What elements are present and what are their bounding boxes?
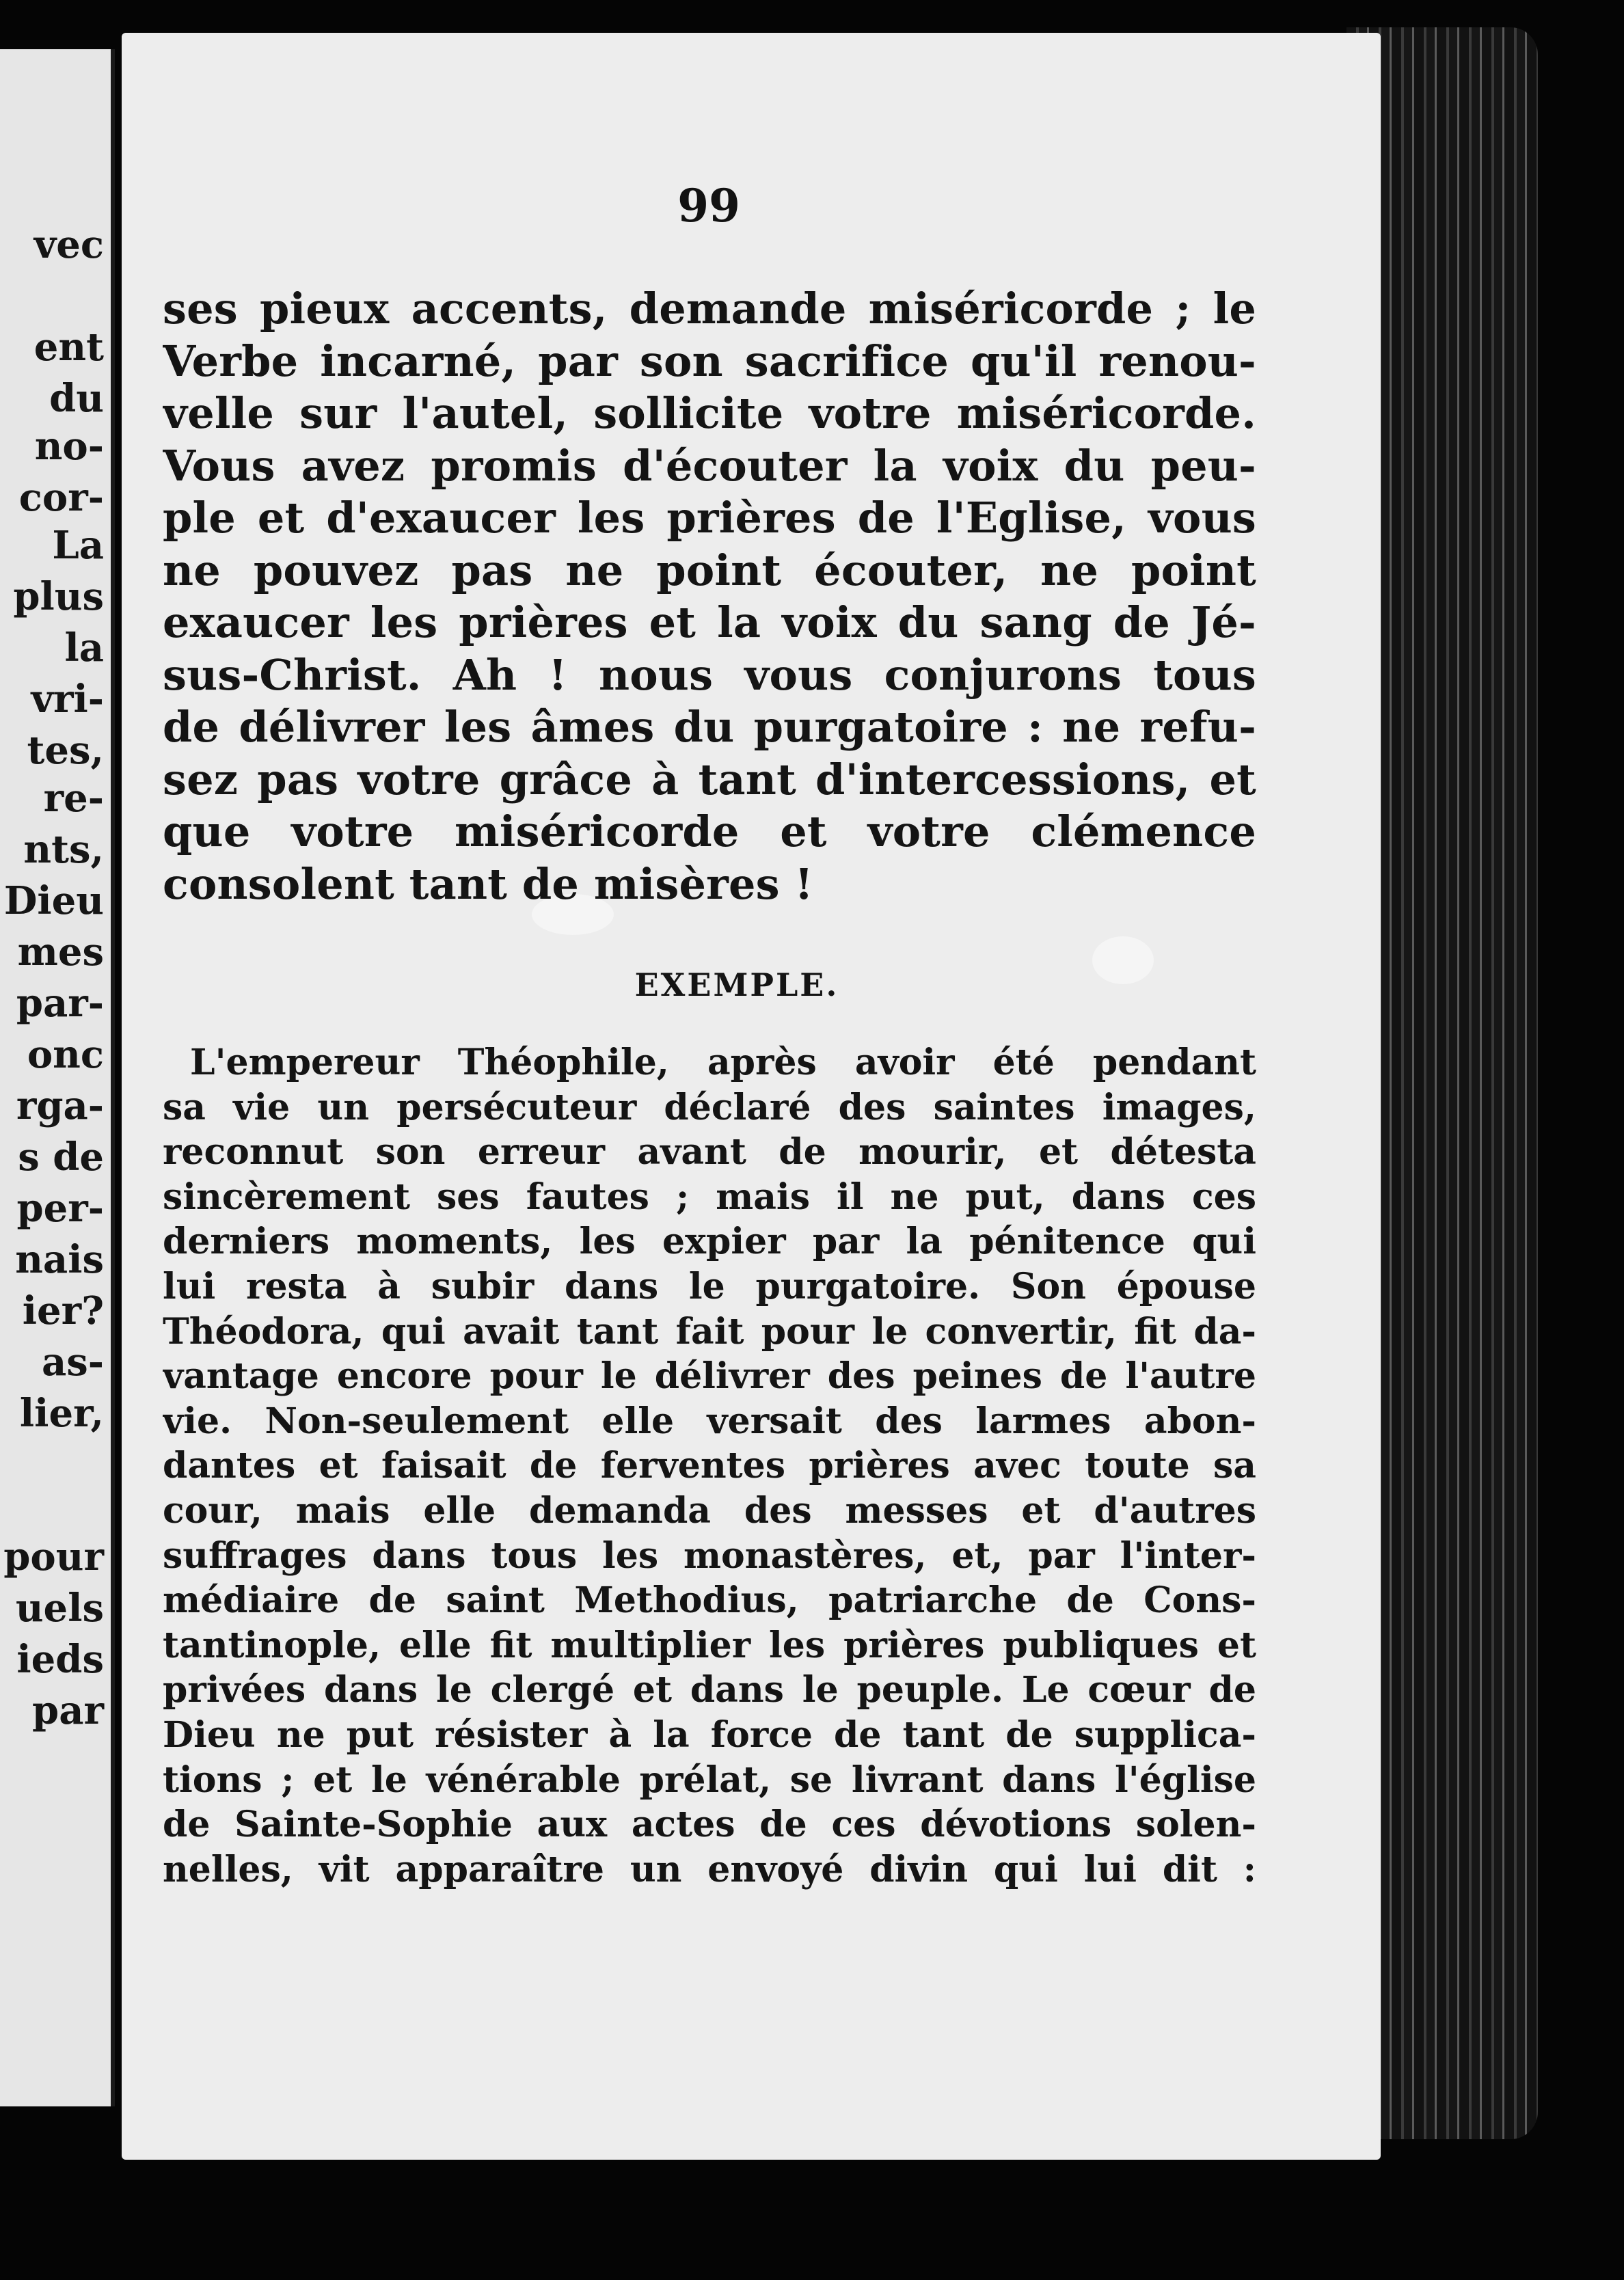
previous-page-text-fragment: nts,	[23, 827, 104, 872]
previous-page-text-fragment: plus	[13, 574, 104, 619]
previous-page-text-fragment: cor-	[18, 475, 104, 520]
text-line: cour, mais elle demanda des messes et d'autres	[163, 1489, 1256, 1532]
prayer-paragraph	[163, 283, 1256, 910]
text-line: sus-Christ. Ah ! nous vous conjurons tous	[163, 649, 1256, 700]
text-line: vantage encore pour le délivrer des peines de l'autre	[163, 1355, 1256, 1398]
previous-page-text-fragment: lier,	[19, 1391, 104, 1436]
text-line: dantes et faisait de ferventes prières avec toute sa	[163, 1445, 1256, 1487]
book-page	[122, 33, 1381, 2160]
text-line: nelles, vit apparaître un envoyé divin qui lui dit :	[163, 1848, 1256, 1890]
text-line: privées dans le clergé et dans le peuple. Le cœur de	[163, 1669, 1256, 1711]
previous-page-fragment	[0, 49, 115, 2106]
text-line: suffrages dans tous les monastères, et, par l'inter-	[163, 1534, 1256, 1577]
text-line: vie. Non-seulement elle versait des larmes abon-	[163, 1400, 1256, 1442]
previous-page-text-fragment: re-	[43, 776, 104, 821]
previous-page-text-fragment: vri-	[31, 677, 104, 722]
previous-page-text-fragment: uels	[15, 1586, 104, 1631]
previous-page-text-fragment: tes,	[27, 728, 104, 773]
text-line: lui resta à subir dans le purgatoire. Son épouse	[163, 1265, 1256, 1307]
text-line: de Sainte-Sophie aux actes de ces dévotions solen-	[163, 1804, 1256, 1846]
text-line: ses pieux accents, demande miséricorde ; le	[163, 284, 1256, 334]
previous-page-text-fragment: s de	[18, 1135, 104, 1180]
text-line: sez pas votre grâce à tant d'intercessions, et	[163, 754, 1256, 804]
previous-page-text-fragment: as-	[41, 1340, 104, 1385]
previous-page-text-fragment: La	[52, 523, 104, 568]
text-line: tantinople, elle fit multiplier les prières publiques et	[163, 1624, 1256, 1666]
previous-page-text-fragment: per-	[16, 1186, 104, 1231]
text-line: exaucer les prières et la voix du sang de Jé-	[163, 597, 1256, 647]
text-line: Dieu ne put résister à la force de tant de supplica-	[163, 1713, 1256, 1756]
text-line: ne pouvez pas ne point écouter, ne point	[163, 545, 1256, 595]
text-line: Verbe incarné, par son sacrifice qu'il renou-	[163, 336, 1256, 386]
text-line: tions ; et le vénérable prélat, se livrant dans l'église	[163, 1759, 1256, 1801]
text-line: L'empereur Théophile, après avoir été pendant	[190, 1042, 1256, 1083]
text-line: sincèrement ses fautes ; mais il ne put, dans ces	[163, 1176, 1256, 1218]
previous-page-text-fragment: par	[32, 1688, 104, 1733]
previous-page-text-fragment: ent	[33, 325, 104, 370]
text-line: Vous avez promis d'écouter la voix du peu-	[163, 440, 1256, 491]
previous-page-text-fragment: nais	[15, 1237, 104, 1282]
previous-page-text-fragment: du	[49, 376, 104, 421]
example-paragraph	[163, 1040, 1256, 1892]
text-line: médiaire de saint Methodius, patriarche de Cons-	[163, 1579, 1256, 1622]
previous-page-text-fragment: rga-	[16, 1083, 104, 1128]
previous-page-text-fragment: ieds	[16, 1637, 104, 1682]
previous-page-text-fragment: la	[64, 625, 104, 670]
text-line: que votre miséricorde et votre clémence	[163, 806, 1256, 856]
previous-page-text-fragment: vec	[33, 222, 104, 267]
page-text	[163, 283, 1256, 1892]
previous-page-text-fragment: Dieu	[3, 878, 104, 923]
text-line: Théodora, qui avait tant fait pour le convertir, fit da-	[163, 1310, 1256, 1353]
previous-page-text-fragment: onc	[27, 1032, 104, 1077]
previous-page-text-fragment: pour	[3, 1534, 104, 1579]
previous-page-text-fragment: ier?	[22, 1288, 104, 1333]
text-line: velle sur l'autel, sollicite votre miséricorde.	[163, 388, 1256, 438]
previous-page-text-fragment: par-	[16, 981, 104, 1026]
previous-page-text-fragment: mes	[17, 929, 104, 975]
text-line: derniers moments, les expier par la pénitence qui	[163, 1221, 1256, 1263]
page-number: 99	[677, 179, 740, 232]
text-line: consolent tant de misères !	[163, 858, 813, 909]
text-line: reconnut son erreur avant de mourir, et détesta	[163, 1131, 1256, 1173]
text-line: sa vie un persécuteur déclaré des saintes images,	[163, 1086, 1256, 1128]
previous-page-text-fragment: no-	[34, 424, 104, 469]
text-line: de délivrer les âmes du purgatoire : ne refu-	[163, 702, 1256, 752]
text-line: ple et d'exaucer les prières de l'Eglise, vous	[163, 493, 1256, 543]
section-heading: EXEMPLE.	[634, 966, 839, 1003]
